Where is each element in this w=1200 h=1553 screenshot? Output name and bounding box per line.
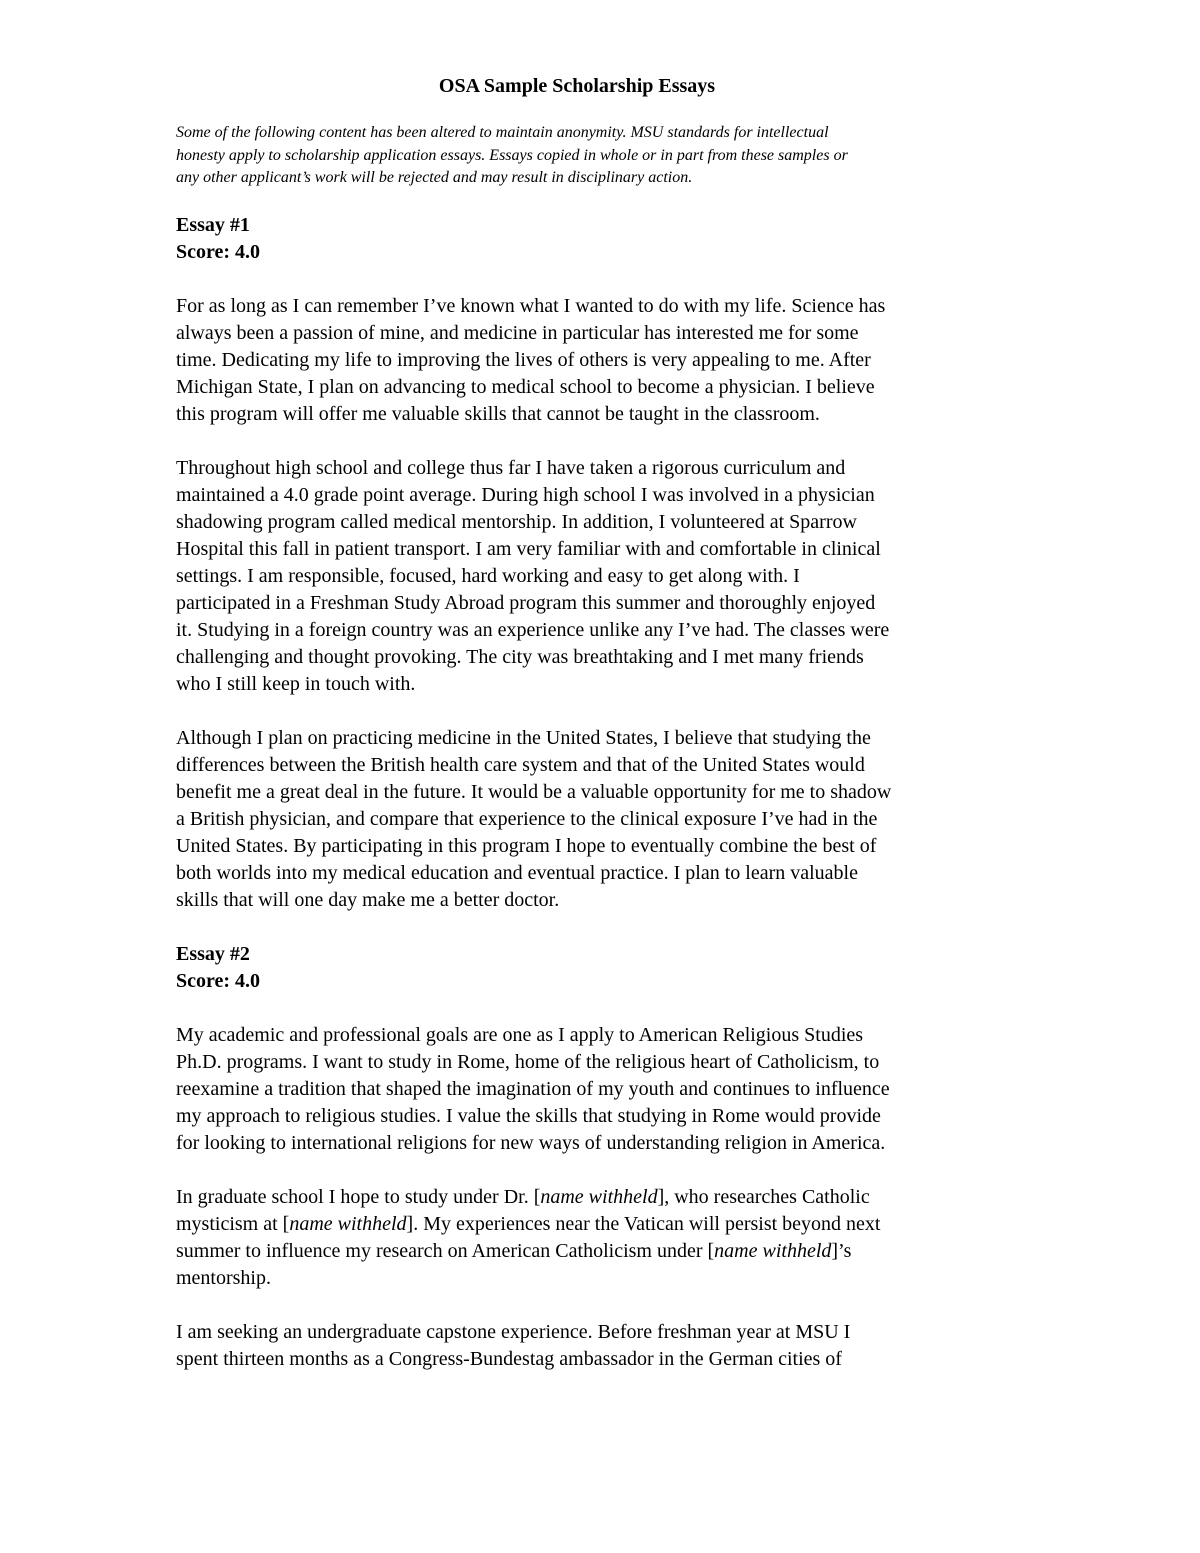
text-line [176, 1238, 1026, 1265]
text-fragment: summer to influence my research on American Catholicism under [ [176, 1239, 715, 1262]
text-line: mentorship. [176, 1266, 271, 1289]
text-line: spent thirteen months as a Congress-Bundestag ambassador in the German cities of [176, 1347, 842, 1370]
essay-2-paragraph-1 [176, 1022, 1026, 1157]
text-line: shadowing program called medical mentorship. In addition, I volunteered at Sparrow [176, 510, 857, 533]
text-line: my approach to religious studies. I value the skills that studying in Rome would provide [176, 1104, 881, 1127]
essay-1-heading [176, 212, 1026, 266]
text-line: it. Studying in a foreign country was an experience unlike any I’ve had. The classes were [176, 618, 890, 641]
text-line: participated in a Freshman Study Abroad program this summer and thoroughly enjoyed [176, 591, 876, 614]
notice-line: Some of the following content has been altered to maintain anonymity. MSU standards for intellectual [176, 124, 829, 141]
text-line: I am seeking an undergraduate capstone experience. Before freshman year at MSU I [176, 1320, 851, 1343]
notice-line: any other applicant’s work will be rejected and may result in disciplinary action. [176, 169, 693, 186]
text-line: for looking to international religions for new ways of understanding religion in America. [176, 1131, 886, 1154]
text-line: a British physician, and compare that experience to the clinical exposure I’ve had in the [176, 807, 878, 830]
text-line: skills that will one day make me a better doctor. [176, 888, 560, 911]
notice-line: honesty apply to scholarship application essays. Essays copied in whole or in part from these samples or [176, 146, 848, 164]
essay-1-paragraph-2 [176, 455, 1026, 698]
essay-1-paragraph-3 [176, 725, 1026, 914]
essay-1-score: Score: 4.0 [176, 240, 261, 263]
text-line: Ph.D. programs. I want to study in Rome, home of the religious heart of Catholicism, to [176, 1050, 880, 1073]
text-line: Hospital this fall in patient transport. I am very familiar with and comfortable in clinical [176, 537, 881, 560]
text-line: time. Dedicating my life to improving the lives of others is very appealing to me. After [176, 348, 871, 371]
document-title: OSA Sample Scholarship Essays [438, 75, 716, 97]
text-line: maintained a 4.0 grade point average. During high school I was involved in a physician [176, 483, 875, 506]
text-line: settings. I am responsible, focused, hard working and easy to get along with. I [176, 564, 800, 587]
name-withheld-placeholder: name withheld [540, 1185, 658, 1208]
essay-2-paragraph-3 [176, 1319, 1026, 1373]
text-line: Michigan State, I plan on advancing to medical school to become a physician. I believe [176, 375, 875, 398]
text-line: For as long as I can remember I’ve known what I wanted to do with my life. Science has [176, 294, 886, 317]
text-fragment: ], who researches Catholic [657, 1185, 870, 1208]
essay-1-title: Essay #1 [176, 213, 250, 236]
text-fragment: mysticism at [ [176, 1212, 290, 1235]
name-withheld-placeholder: name withheld [289, 1212, 407, 1235]
essay-2-paragraph-2 [176, 1184, 1026, 1292]
text-line: Throughout high school and college thus far I have taken a rigorous curriculum and [176, 456, 846, 479]
text-line: reexamine a tradition that shaped the imagination of my youth and continues to influence [176, 1077, 890, 1100]
text-line: United States. By participating in this program I hope to eventually combine the best of [176, 834, 877, 857]
text-line [176, 1211, 1026, 1238]
text-line: always been a passion of mine, and medicine in particular has interested me for some [176, 321, 859, 344]
text-line: challenging and thought provoking. The city was breathtaking and I met many friends [176, 645, 864, 668]
essay-2-title: Essay #2 [176, 942, 250, 965]
text-line: My academic and professional goals are one as I apply to American Religious Studies [176, 1023, 864, 1046]
essay-2-heading [176, 941, 1026, 995]
text-line: both worlds into my medical education and eventual practice. I plan to learn valuable [176, 861, 858, 884]
anonymity-notice [176, 122, 1026, 190]
text-line: benefit me a great deal in the future. It would be a valuable opportunity for me to shadow [176, 780, 892, 803]
essay-1-paragraph-1 [176, 293, 1026, 428]
document-page [176, 72, 1026, 1400]
text-line: Although I plan on practicing medicine in the United States, I believe that studying the [176, 726, 871, 749]
text-line: this program will offer me valuable skills that cannot be taught in the classroom. [176, 402, 820, 425]
text-line: who I still keep in touch with. [176, 672, 416, 695]
text-line: differences between the British health care system and that of the United States would [176, 753, 865, 776]
essay-2-score: Score: 4.0 [176, 969, 261, 992]
name-withheld-placeholder: name withheld [714, 1239, 832, 1262]
text-fragment: ]. My experiences near the Vatican will persist beyond next [406, 1212, 881, 1235]
text-fragment: In graduate school I hope to study under Dr. [ [176, 1185, 541, 1208]
text-line [176, 1184, 1026, 1211]
text-fragment: ]’s [831, 1239, 852, 1262]
